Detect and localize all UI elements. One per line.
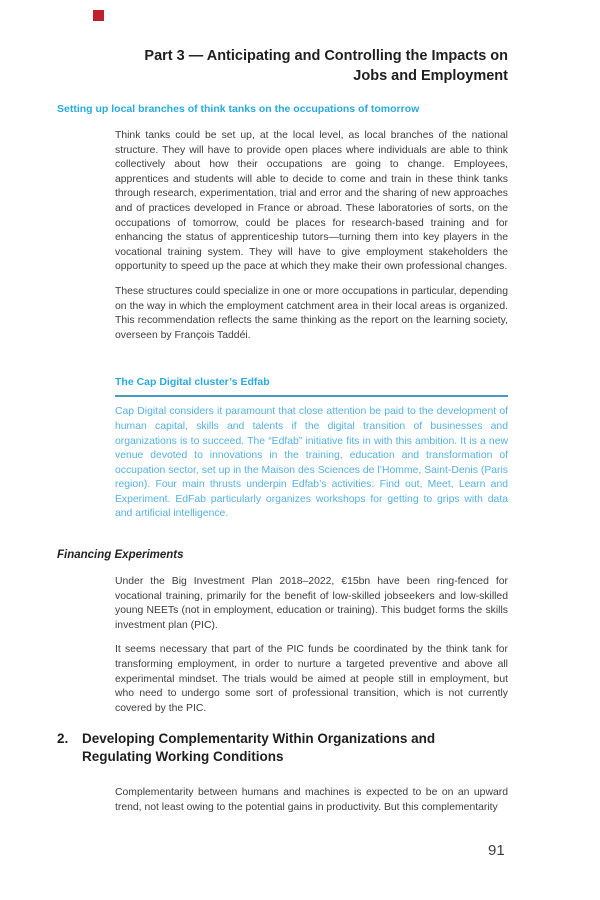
paragraph: Under the Big Investment Plan 2018–2022, €15bn have been ring-fenced for vocational training, primarily for the benefit of low-skilled jobseekers and low-skilled young NEETs (not in employment, education or training). This budget forms the skills investment plan (PIC). (115, 576, 508, 631)
callout-heading: The Cap Digital cluster’s Edfab (115, 376, 270, 389)
body-block-2 (115, 575, 508, 716)
part-title-line-2: Jobs and Employment (353, 68, 508, 84)
financing-heading: Financing Experiments (57, 549, 184, 562)
section-2-heading (57, 730, 508, 765)
section-2-number: 2. (57, 731, 69, 747)
callout-divider (115, 395, 508, 397)
part-title (57, 0, 508, 86)
section-subheading: Setting up local branches of think tanks on the occupations of tomorrow (57, 103, 420, 115)
section-2-title: Developing Complementarity Within Organizations and Regulating Working Conditions (82, 731, 436, 764)
callout-body: Cap Digital considers it paramount that close attention be paid to the development of human capital, skills and talents if the digital transition of businesses and organizations is to succeed. The “Edfab” initiative fits in with this ambition. It is a new venue devoted to innovations in the training, education and transformation of occupation sector, set up in the Maison des Sciences de l’Homme, Saint-Denis (Paris region). Four main thrusts underpin Edfab’s activities: Find out, Meet, Learn and Experiment. EdFab particularly organizes workshops for getting to grips with data and artificial intelligence. (115, 406, 508, 520)
body-block-1 (115, 129, 508, 522)
red-page-marker (93, 10, 104, 21)
page-number: 91 (488, 842, 505, 859)
paragraph: It seems necessary that part of the PIC funds be coordinated by the think tank for transforming employment, in order to nurture a targeted preventive and above all experimental mindset. The trials would be aimed at people still in employment, but who need to undergo some sort of professional transition, which is not currently covered by the PIC. (115, 644, 508, 714)
part-title-line-1: Part 3 — Anticipating and Controlling the Impacts on (144, 48, 508, 64)
paragraph: Complementarity between humans and machines is expected to be on an upward trend, not least owing to the potential gains in productivity. But this complementarity (115, 787, 508, 813)
paragraph: Think tanks could be set up, at the local level, as local branches of the national structure. They will have to provide open places where individuals are able to think collectively about how their occupations are going to change. Employees, apprentices and students will able to decide to come and train in these think tanks through research, experimentation, trial and error and the sharing of new approaches and of practices developed in France or abroad. These laboratories of sorts, on the occupations of tomorrow, could be places for research-based training and for enhancing the status of apprenticeship tutors—turning them into key players in the vocational training system. They will have to give employment stakeholders the opportunity to speed up the pace at which they make their own professional changes. (115, 130, 508, 273)
paragraph: These structures could specialize in one or more occupations in particular, depending on the way in which the employment catchment area in their local areas is organized. This recommendation reflects the same thinking as the report on the learning society, overseen by François Taddéi. (115, 285, 508, 341)
body-block-3 (115, 786, 508, 815)
